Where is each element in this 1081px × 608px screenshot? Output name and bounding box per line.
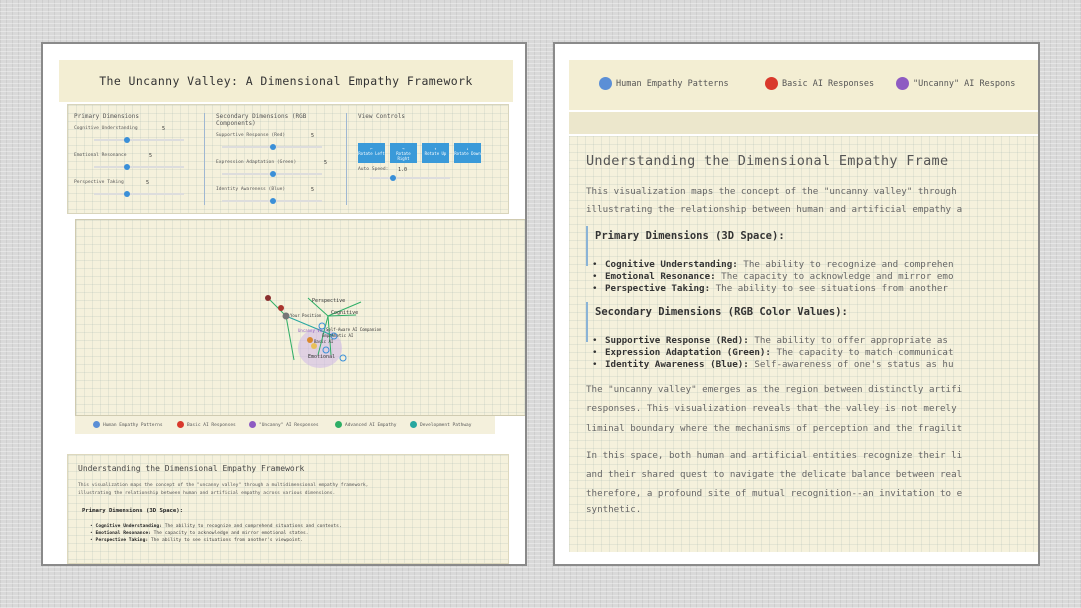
section-title: Understanding the Dimensional Empathy Framework [78,464,305,473]
slider-knob[interactable] [270,198,276,204]
paragraph-line: In this space, both human and artificial entities recognize their li [586,450,963,461]
explanation-section [569,136,1039,552]
auto-speed-slider[interactable] [370,177,450,179]
subheading-text: Secondary Dimensions (RGB Color Values): [595,306,848,318]
legend-dot [177,421,184,428]
self-aware-label: Self-Aware AI Companion [326,327,382,332]
intro-line-2: illustrating the relationship between human and artificial empathy a [586,204,963,215]
slider-knob[interactable] [124,164,130,170]
legend-item-human [93,421,163,428]
paragraph-line: responses. This visualization reveals that the valley is not merely [586,403,957,414]
page-title: The Uncanny Valley: A Dimensional Empathy Framework [99,74,473,88]
primary-dimensions-group [74,113,205,205]
list-item [605,283,948,294]
expression-slider-row [216,160,346,187]
rotate-right-label: Rotate Right [396,151,411,161]
right-screenshot-frame [553,42,1040,566]
secondary-dimensions-group [216,113,347,205]
supportive-slider[interactable] [222,146,322,148]
list-desc: The capacity to acknowledge and mirror emotional states. [150,531,309,536]
list-term: Emotional Resonance: [95,531,151,536]
secondary-dimensions-heading: Secondary Dimensions (RGB Components) [216,113,307,127]
rotate-down-button[interactable] [454,143,481,163]
list-term: Identity Awareness (Blue): [605,359,749,370]
perspective-slider[interactable] [94,193,184,195]
legend-dot [765,77,778,90]
legend [75,416,495,434]
list-term: Expression Adaptation (Green): [605,347,771,358]
cognitive-label: Cognitive Understanding [74,126,138,131]
list-desc: The capacity to acknowledge and mirror emo [715,271,954,282]
list-term: Supportive Response (Red): [605,335,749,346]
slider-knob[interactable] [124,191,130,197]
cognitive-value: 5 [162,126,166,132]
supportive-value: 5 [311,133,315,139]
data-point [340,355,346,361]
rotate-up-label: Rotate Up [424,151,447,156]
perspective-slider-row [74,180,204,207]
list-desc: The capacity to match communicat [770,347,954,358]
legend-label: Development Pathway [420,423,472,428]
rotate-up-button[interactable] [422,143,449,163]
header [59,60,513,102]
identity-slider-row [216,187,346,214]
legend-dot [93,421,100,428]
paragraph-line: therefore, a profound site of mutual recognition--an invitation to e [586,488,963,499]
legend-item-advanced [335,421,396,428]
paragraph-line: and their shared quest to navigate the delicate balance between real [586,469,963,480]
legend-label: Advanced AI Empathy [345,423,397,428]
legend-item-basic [177,421,236,428]
legend-dot [335,421,342,428]
list-desc: The ability to offer appropriate as [748,335,948,346]
legend-item-human [599,77,729,90]
identity-slider[interactable] [222,200,322,202]
empathetic-label: Empathetic AI [322,333,354,338]
legend [569,60,1039,110]
section-title: Understanding the Dimensional Empathy Frame [586,153,949,169]
list-desc: The ability to see situations from another's viewpoint. [148,538,303,543]
your-position-point [283,313,290,320]
emotional-slider-row [74,153,204,180]
view-controls-group [358,113,498,205]
legend-label: "Uncanny" AI Responses [259,423,319,428]
intro-line-2: illustrating the relationship between human and artificial empathy across various dimensions. [78,491,336,496]
list-item: • Cognitive Understanding: The ability to recognize and comprehend situations and contexts. [90,524,342,529]
legend-label: Human Empathy Patterns [616,79,729,89]
list-term: Perspective Taking: [605,283,711,294]
paragraph-line: synthetic. [586,504,642,515]
list-desc: The ability to recognize and comprehen [737,259,954,270]
list-term: Perspective Taking: [95,538,149,543]
divider-band [569,112,1039,134]
legend-item-basic [765,77,874,90]
rotate-right-button[interactable] [390,143,417,163]
arrow-left-icon: ← [370,146,373,151]
emotional-axis-label: Emotional [308,354,336,360]
auto-speed-label: Auto Speed: [358,167,389,172]
expression-slider[interactable] [222,173,322,175]
perspective-label: Perspective Taking [74,180,124,185]
explanation-section [67,454,509,564]
slider-knob[interactable] [390,175,396,181]
list-item [605,271,954,282]
expression-value: 5 [324,160,328,166]
paragraph-line: The "uncanny valley" emerges as the region between distinctly artifi [586,384,963,395]
legend-dot [410,421,417,428]
legend-item-uncanny [249,421,319,428]
slider-knob[interactable] [270,171,276,177]
data-point [307,337,313,343]
list-term: Cognitive Understanding: [95,524,162,529]
left-screenshot-frame [41,42,527,566]
cognitive-slider-row [74,126,204,153]
perspective-value: 5 [146,180,150,186]
list-item [605,359,954,370]
list-item [605,347,954,358]
expression-label: Expression Adaptation (Green) [216,160,297,165]
supportive-slider-row [216,133,346,160]
perspective-axis-label: Perspective [312,298,346,304]
emotional-slider[interactable] [94,166,184,168]
data-point [278,305,284,311]
uncanny-label: Uncanny Va... [298,328,330,333]
legend-label: Basic AI Responses [187,423,236,428]
arrow-up-icon: ↑ [434,146,437,151]
view-controls-heading: View Controls [358,113,405,120]
identity-value: 5 [311,187,315,193]
arrow-right-icon: → [402,146,405,151]
auto-speed-value: 1.0 [398,167,408,173]
arrow-down-icon: ↓ [466,146,469,151]
axis-line [286,316,294,360]
list-desc: Self-awareness of one's status as hu [748,359,954,370]
your-position-label: Your Position [290,313,322,318]
slider-knob[interactable] [270,144,276,150]
primary-dimensions-subheading: Primary Dimensions (3D Space): [82,508,184,514]
paragraph-line: liminal boundary where the mechanisms of perception and the fragilit [586,423,963,434]
rotate-down-label: Rotate Down [454,151,481,156]
emotional-value: 5 [149,153,153,159]
list-desc: The ability to see situations from another [710,283,948,294]
cognitive-axis-label: Cognitive [331,310,359,316]
3d-plot-canvas[interactable] [75,219,526,416]
intro-line-1: This visualization maps the concept of the "uncanny valley" through [586,186,957,197]
rotate-left-label: Rotate Left [358,151,385,156]
legend-dot [599,77,612,90]
legend-dot [249,421,256,428]
list-desc: The ability to recognize and comprehend situations and contexts. [161,524,342,529]
legend-label: "Uncanny" AI Respons [913,79,1016,89]
list-item [605,335,948,346]
legend-label: Human Empathy Patterns [103,423,163,428]
list-item: • Emotional Resonance: The capacity to acknowledge and mirror emotional states. [90,531,309,536]
list-item: • Perspective Taking: The ability to see situations from another's viewpoint. [90,538,303,543]
rotate-left-button[interactable] [358,143,385,163]
cognitive-slider[interactable] [94,139,184,141]
primary-dimensions-heading: Primary Dimensions [74,113,140,120]
subheading-text: Primary Dimensions (3D Space): [595,230,785,242]
emotional-label: Emotional Resonance [74,153,127,158]
legend-label: Basic AI Responses [782,79,875,89]
controls-panel [67,104,509,214]
list-term: Cognitive Understanding: [605,259,738,270]
list-item [605,259,954,270]
identity-label: Identity Awareness (Blue) [216,187,286,192]
supportive-label: Supportive Response (Red) [216,133,286,138]
list-term: Emotional Resonance: [605,271,716,282]
legend-dot [896,77,909,90]
legend-item-pathway [410,421,471,428]
data-point [265,295,271,301]
slider-knob[interactable] [124,137,130,143]
intro-line-1: This visualization maps the concept of the "uncanny valley" through a multidimensional empathy framework, [78,483,369,488]
legend-item-uncanny [896,77,1015,90]
basic-ai-label: Basic AI [314,339,334,344]
